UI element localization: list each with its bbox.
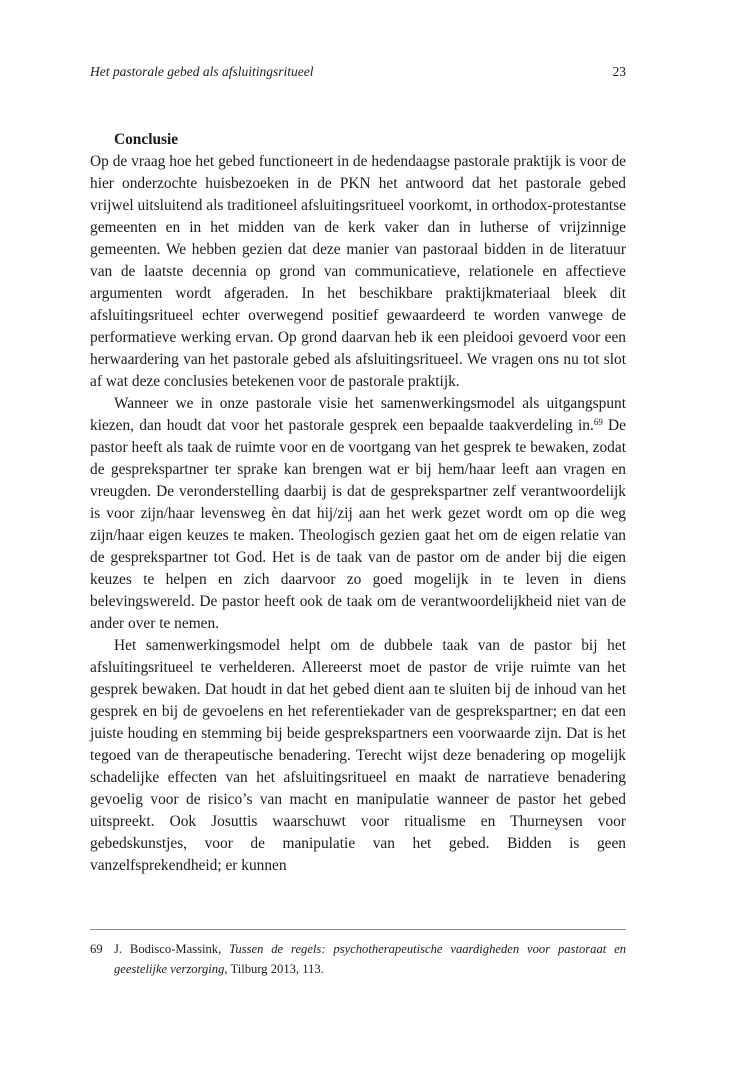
footnote-book-title: Tussen de regels: psychotherapeutische vaardigheden voor pastoraat en geestelijke verzorging — [114, 942, 626, 976]
footnote-text — [114, 939, 626, 979]
paragraph-1: Op de vraag hoe het gebed functioneert in de hedendaagse pastorale praktijk is voor de hier onderzochte huisbezoeken in de PKN het antwoord dat het pastorale gebed vrijwel uitsluitend als traditioneel afsluitingsritueel voorkomt, in orthodox-protestantse gemeenten en in het midden van de kerk vaker dan in lutherse of vrijzinnige gemeenten. We hebben gezien dat deze manier van pastoraal bidden in de literatuur van de laatste decennia op grond van communicatieve, relationele en affectieve argumenten wordt afgeraden. In het beschikbare praktijkmateriaal bleek dit afsluitingsritueel echter overwegend positief gewaardeerd te worden vanwege de performatieve werking ervan. Op grond daarvan heb ik een pleidooi gevoerd voor een herwaardering van het pastorale gebed als afsluitingsritueel. We vragen ons nu tot slot af wat deze conclusies betekenen voor de pastorale praktijk. — [90, 153, 627, 390]
section-heading: Conclusie — [114, 131, 179, 148]
paragraph-2-start: Wanneer we in onze pastorale visie het samenwerkingsmodel als uitgangspunt kiezen, dan houdt dat voor het pastorale gesprek een bepaalde taakverdeling in. — [90, 395, 626, 434]
footnote-author: J. Bodisco-Massink, — [114, 942, 230, 956]
footnote — [90, 939, 626, 979]
paragraph-2-rest: De pastor heeft als taak de ruimte voor en de voortgang van het gesprek te bewaken, zodat de gesprekspartner ter sprake kan brengen wat er bij hem/haar leeft aan vragen en vreugden. De veronderstelling daarbij is dat de gesprekspartner zelf verantwoordelijk is voor zijn/haar levensweg èn dat hij/zij aan het werk gezet wordt om op die weg zijn/haar eigen keuzes te maken. Theologisch gezien gaat het om de eigen relatie van de gesprekspartner tot God. Het is de taak van de pastor om de ander bij die eigen keuzes te helpen en zich daarvoor zo goed mogelijk in te leven in diens belevingswereld. De pastor heeft ook de taak om de verantwoordelijkheid niet van de ander over te nemen. — [90, 417, 627, 632]
footnote-reference[interactable]: 69 — [593, 417, 603, 427]
running-head-title: Het pastorale gebed als afsluitingsritueel — [90, 64, 314, 79]
page-number: 23 — [612, 64, 626, 79]
running-head — [90, 63, 626, 81]
body-text — [90, 129, 626, 877]
footnote-publication: , Tilburg 2013, 113. — [224, 962, 324, 976]
footnote-divider — [90, 929, 626, 930]
paragraph-3: Het samenwerkingsmodel helpt om de dubbele taak van de pastor bij het afsluitingsritueel te verhelderen. Allereerst moet de pastor de vrije ruimte van het gesprek bewaken. Dat houdt in dat het gebed dient aan te sluiten bij de inhoud van het gesprek en bij de gevoelens en het referentiekader van de gesprekspartner; en dat een juiste houding en stemming bij beide gesprekspartners een voorwaarde zijn. Dat is het tegoed van de therapeutische benadering. Terecht wijst deze benadering op mogelijk schadelijke effecten van het afsluitingsritueel en maakt de narratieve benadering gevoelig voor de risico’s van macht en manipulatie wanneer de pastor het gebed uitspreekt. Ook Josuttis waarschuwt voor ritualisme en Thurneysen voor gebedskunstjes, voor de manipulatie van het gebed. Bidden is geen vanzelfsprekendheid; er kunnen — [90, 637, 626, 874]
paragraph-2 — [90, 393, 626, 635]
footnote-number: 69 — [90, 942, 103, 956]
